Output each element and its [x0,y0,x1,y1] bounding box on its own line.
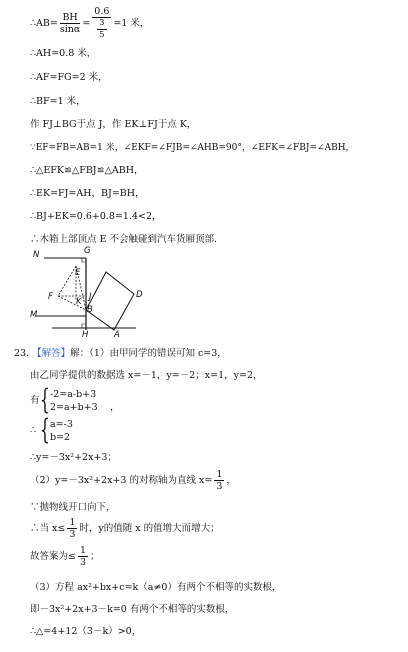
fraction-denominator: 3 [216,481,223,492]
answer-tag: 【解答】 [32,348,71,359]
label-a: A [114,330,120,340]
equation-system-2 [30,413,110,446]
fraction-denominator: 3 [69,529,76,540]
system-1-prefix: 有 [30,395,40,406]
brace: { [40,383,50,416]
equation-roots-line: （3）方程 ax²+bx+c=k（a≠0）有两个不相等的实数根， [30,582,282,593]
label-f: F [48,292,53,302]
axis-of-symmetry-line [30,468,236,494]
fraction-denominator: 3 [79,557,87,568]
label-h: H [82,330,89,340]
fraction-numerator: 1 [216,469,223,480]
af-fg-line: ∴AF=FG=2 米， [30,72,108,83]
quadratic-roots-line: 即－3x²+2x+3－k=0 有两个不相等的实数根， [30,604,235,615]
brace: { [40,413,50,446]
interval-suffix: 时，y的值随 x 的值增大而增大； [79,523,220,534]
system-1-eq-1: -2=a-b+3 [50,389,97,400]
ab-equation-result: =1 米， [113,18,150,29]
inner-fraction [97,18,106,41]
one-third-fraction [78,545,88,568]
label-g: G [84,246,91,256]
q23-data-line: 由乙同学提供的数据选 x=－1，y=－2；x=1，y=2， [30,370,263,381]
equals-sign: = [82,18,91,29]
label-d: D [136,290,143,300]
equation-system-1 [30,383,150,416]
system-2-prefix: ∴ [30,425,37,436]
interval-text: ∴当 x≤ [30,523,66,534]
system-2-eq-2: b=2 [50,432,71,443]
fraction-numerator: 0.6 [94,6,110,17]
system-2-eq-1: a=-3 [50,419,73,430]
construction-line: 作 FJ⊥BG于点 J，作 EK⊥FJ于点 K， [30,119,197,130]
axis-suffix: ， [226,475,236,486]
label-b: B [87,305,93,315]
question-number: 23. [14,348,30,359]
label-n: N [33,250,40,260]
fraction-numerator: 1 [79,545,87,556]
label-k: K [76,297,82,307]
increasing-interval-line [30,516,220,542]
label-m: M [30,310,38,320]
discriminant-line: ∴△=4+12（3－k）>0， [30,626,142,637]
bh-over-sin-fraction [60,12,80,35]
angle-equality-line: ∵EF=FB=AB=1 米，∠EKF=∠FJB=∠AHB=90°，∠EFK=∠FBJ=∠ABH， [30,143,355,153]
inner-numerator: 3 [99,18,105,28]
fraction-numerator: 1 [69,517,76,528]
answer-line [30,544,100,570]
system-1-suffix: ， [110,402,120,413]
ab-equation [30,6,149,42]
segment-equality-line: ∴EK=FJ=AH，BJ=BH， [30,188,145,199]
q23-head: 解：（1）由甲同学的错误可知 c=3， [70,348,227,359]
parabola-formula-line: ∴y=－3x²+2x+3； [30,452,117,463]
ab-equation-lead: ∴AB= [30,18,58,29]
opens-downward-line: ∵抛物线开口向下， [30,502,116,513]
label-j: J [89,292,92,302]
ah-line: ∴AH=0.8 米， [30,48,97,59]
one-third-fraction [214,469,224,492]
fraction-denominator: sinα [59,24,81,35]
answer-text: 故答案为≤ [30,551,76,562]
answer-suffix: ； [90,551,100,562]
bf-line: ∴BF=1 米， [30,96,86,107]
inner-denominator: 5 [99,30,105,40]
system-1-eq-2: 2=a+b+3 [50,402,98,413]
one-third-fraction [67,517,77,540]
fraction-numerator: BH [60,12,80,24]
congruent-triangles-line: ∴△EFK≌△FBJ≌△ABH， [30,165,144,176]
geometry-diagram [30,246,160,342]
axis-text: （2）y=－3x²+2x+3 的对称轴为直线 x= [30,475,213,486]
sum-comparison-line: ∴BJ+EK=0.6+0.8=1.4<2， [30,211,162,222]
q23-header [14,348,227,360]
compound-fraction [92,6,111,41]
conclusion-line: ∴木箱上部顶点 E 不会触碰到汽车货厢顶部． [30,234,224,245]
fraction-denominator [92,18,111,41]
label-e: E [75,268,81,278]
